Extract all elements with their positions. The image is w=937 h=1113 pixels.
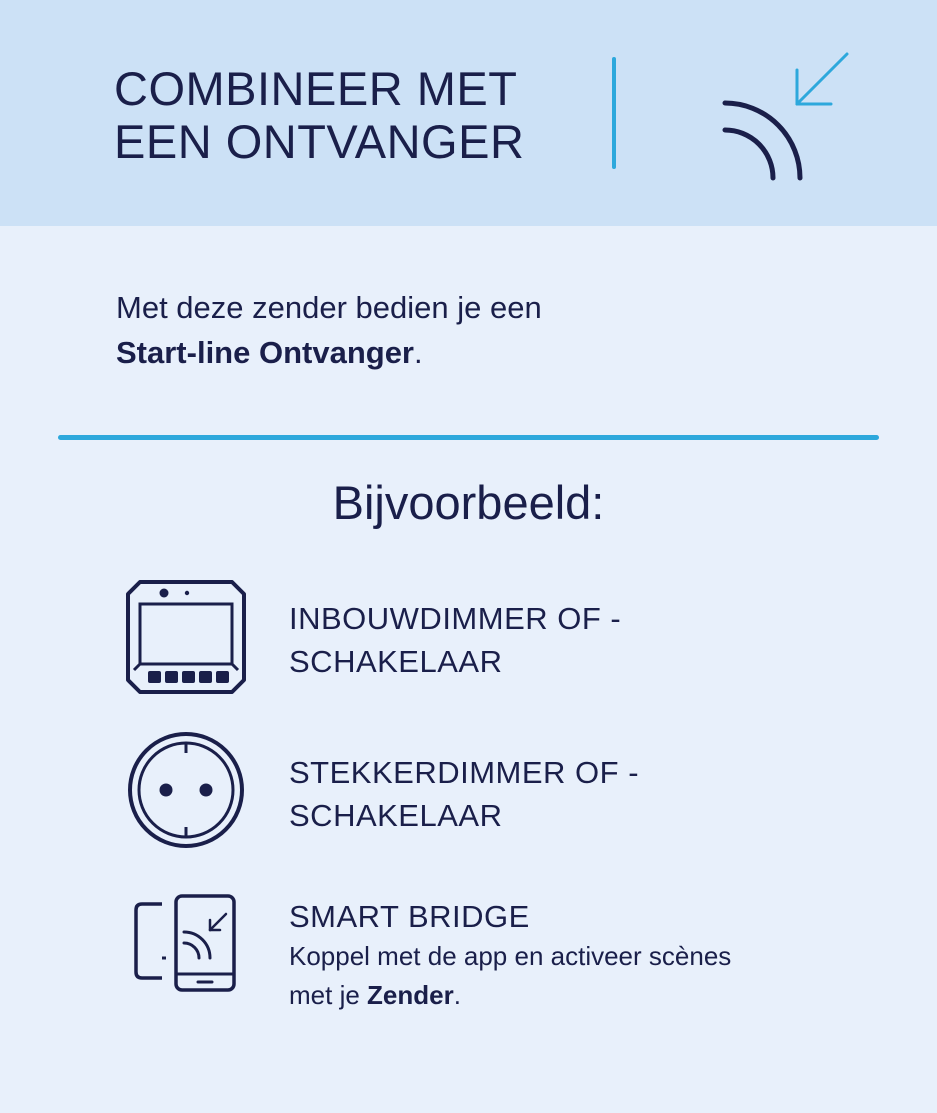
intro-suffix: .: [414, 335, 423, 370]
built-in-dimmer-icon: [126, 580, 246, 700]
example-item-title-line-1: INBOUWDIMMER OF -: [289, 601, 622, 636]
example-item-description: [289, 937, 731, 1015]
page-title: [114, 62, 524, 168]
example-item-desc-line-2: [289, 976, 731, 1015]
example-item-smart-bridge: [289, 895, 530, 938]
signal-receive-icon: [715, 48, 855, 188]
page-title-line-1: COMBINEER MET: [114, 62, 518, 115]
example-item-desc-bold: Zender: [367, 980, 454, 1010]
header-banner: [0, 0, 937, 226]
header-divider: [612, 57, 616, 169]
example-item-title-line-2: SCHAKELAAR: [289, 798, 503, 833]
example-item-built-in-dimmer: [289, 597, 621, 683]
plug-socket-icon: [126, 730, 246, 850]
intro-line-2: [116, 330, 542, 375]
example-item-desc-line-1: Koppel met de app en activeer scènes: [289, 941, 732, 971]
example-item-desc-prefix: met je: [289, 980, 368, 1010]
example-item-plug-dimmer: [289, 751, 639, 837]
example-item-title-line-2: SCHAKELAAR: [289, 644, 503, 679]
example-item-desc-suffix: .: [453, 980, 461, 1010]
intro-line-1: Met deze zender bedien je een: [116, 290, 542, 325]
example-item-title-line-1: SMART BRIDGE: [289, 899, 530, 934]
examples-heading: Bijvoorbeeld:: [332, 476, 605, 529]
example-item-title-line-1: STEKKERDIMMER OF -: [289, 755, 640, 790]
section-divider: [58, 435, 879, 440]
smart-bridge-icon: [126, 882, 236, 1002]
page-title-line-2: EEN ONTVANGER: [114, 115, 525, 168]
intro-product-name: Start-line Ontvanger: [116, 335, 414, 370]
intro-text: [116, 285, 542, 375]
